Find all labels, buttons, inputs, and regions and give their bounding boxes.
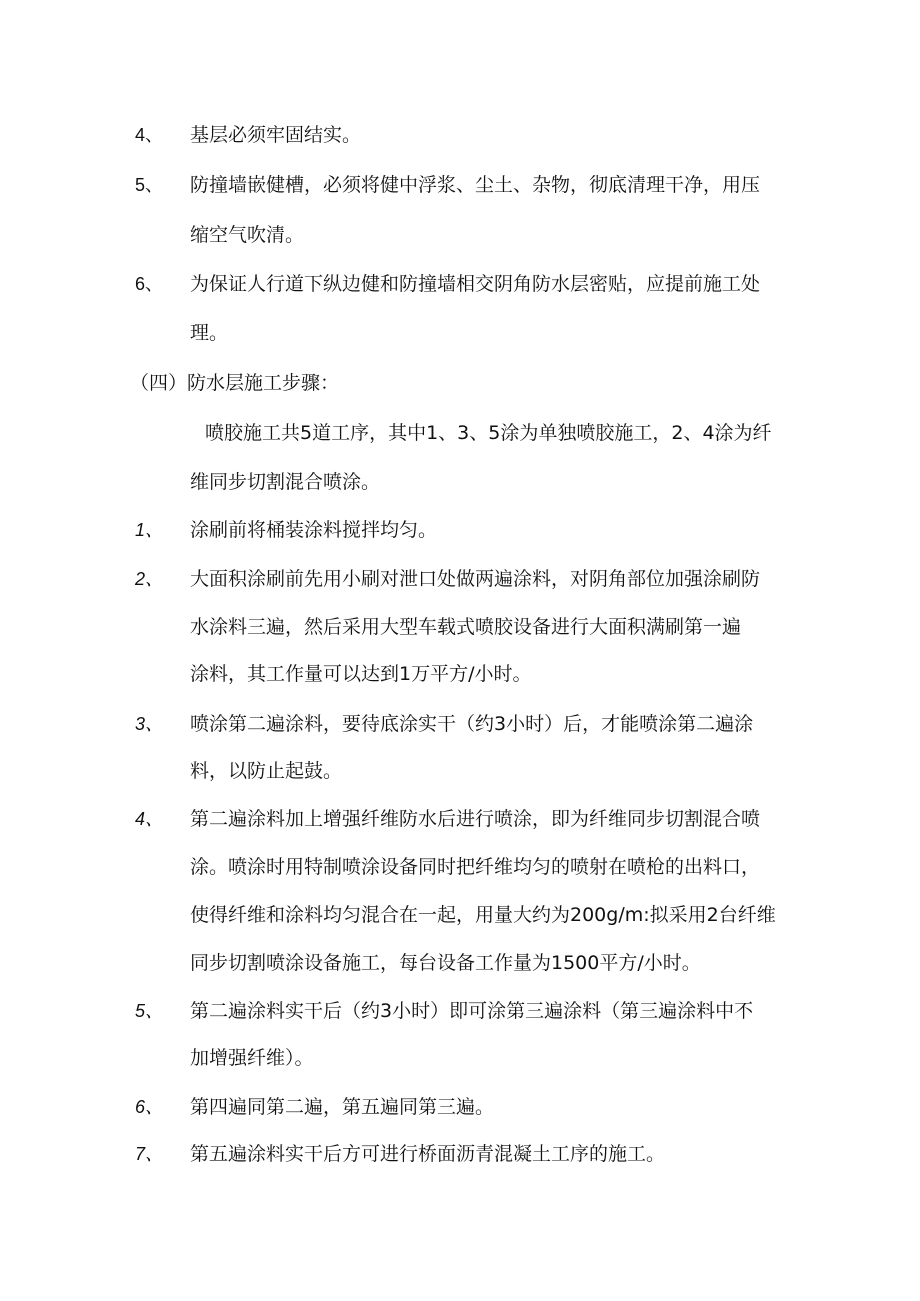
list-b-item-5-number: 5、 [135, 1001, 164, 1021]
list-a-item-6-text-line-1: 为保证人行道下纵边健和防撞墙相交阴角防水层密贴，应提前施工处 [190, 273, 761, 295]
list-b-item-1-text: 涂刷前将桶装涂料搅拌均匀。 [190, 519, 438, 541]
list-b-item-2-text-line-3: 涂料，其工作量可以达到1万平方/小时。 [190, 663, 532, 685]
list-a-item-5-text-line-2: 缩空气吹清。 [190, 224, 305, 246]
list-b-item-3-number: 3、 [135, 714, 164, 734]
list-b-item-4-text-line-2: 涂。喷涂时用特制喷涂设备同时把纤维均匀的喷射在喷枪的出料口， [190, 856, 761, 878]
list-b-item-1-number: 1、 [135, 520, 164, 540]
list-b-item-7-text: 第五遍涂料实干后方可进行桥面沥青混凝土工序的施工。 [190, 1143, 666, 1165]
list-b-item-3-text-line-1: 喷涂第二遍涂料，要待底涂实干（约3小时）后，才能喷涂第二遍涂 [190, 713, 754, 735]
list-b-item-5-text-line-1: 第二遍涂料实干后（约3小时）即可涂第三遍涂料（第三遍涂料中不 [190, 1000, 754, 1022]
list-b-item-2-text-line-1: 大面积涂刷前先用小刷对泄口处做两遍涂料，对阴角部位加强涂刷防 [190, 568, 761, 590]
list-a-item-4-text: 基层必须牢固结实。 [190, 124, 362, 146]
list-b-item-7-number: 7、 [135, 1144, 164, 1164]
list-a-item-6-number: 6、 [135, 274, 164, 294]
list-b-item-4-text-line-4: 同步切割喷涂设备施工，每台设备工作量为1500平方/小时。 [190, 952, 701, 974]
list-b-item-6-text: 第四遍同第二遍，第五遍同第三遍。 [190, 1096, 495, 1118]
list-a-item-5-text-line-1: 防撞墙嵌健槽，必须将健中浮浆、尘土、杂物，彻底清理干净，用压 [190, 174, 761, 196]
list-b-item-5-text-line-2: 加增强纤维）。 [190, 1047, 314, 1069]
list-b-item-3-text-line-2: 料，以防止起鼓。 [190, 760, 343, 782]
list-a-item-5-number: 5、 [135, 175, 164, 195]
list-b-item-4-text-line-3: 使得纤维和涂料均匀混合在一起，用量大约为200g∕m:拟采用2台纤维 [190, 904, 776, 926]
list-a-item-6-text-line-2: 理。 [190, 322, 229, 344]
list-b-item-2-number: 2、 [135, 569, 164, 589]
intro-paragraph-line-1: 喷胶施工共5道工序，其中1、3、5涂为单独喷胶施工，2、4涂为纤 [205, 422, 772, 444]
intro-paragraph-line-2: 维同步切割混合喷涂。 [190, 471, 381, 493]
list-a-item-4-number: 4、 [135, 125, 164, 145]
list-b-item-2-text-line-2: 水涂料三遍，然后采用大型车载式喷胶设备进行大面积满刷第一遍 [190, 616, 742, 638]
list-b-item-6-number: 6、 [135, 1097, 164, 1117]
list-b-item-4-text-line-1: 第二遍涂料加上增强纤维防水后进行喷涂，即为纤维同步切割混合喷 [190, 808, 761, 830]
list-b-item-4-number: 4、 [135, 809, 164, 829]
section-heading: （四）防水层施工步骤： [130, 372, 340, 394]
